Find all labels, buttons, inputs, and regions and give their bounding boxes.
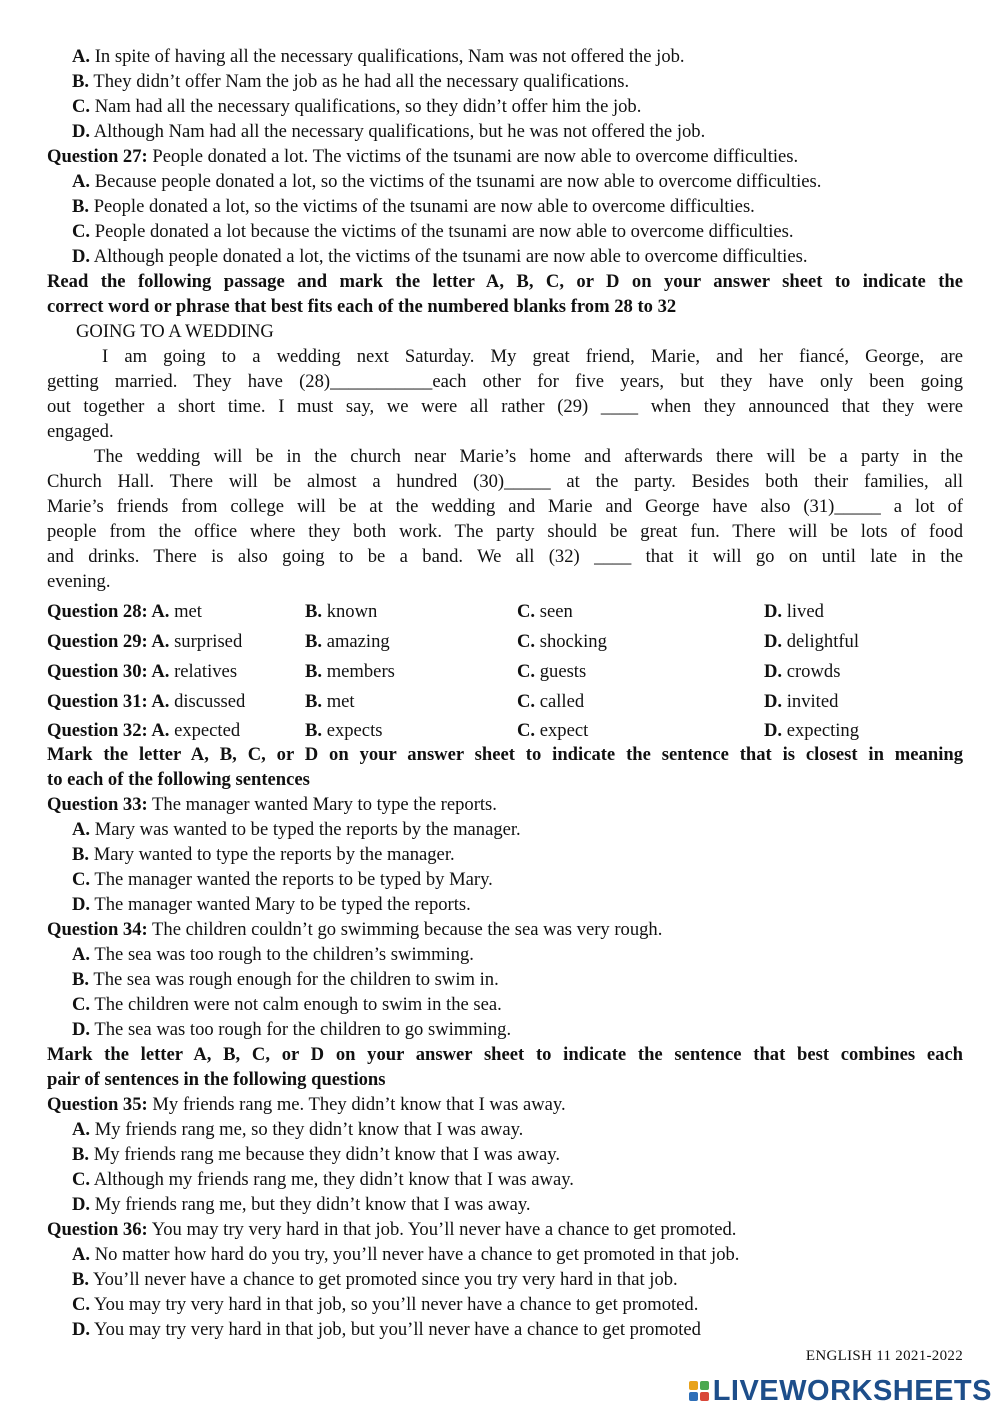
answer-grid bbox=[47, 597, 963, 742]
instruction-closest-meaning: Mark the letter A, B, C, or D on your answer sheet to indicate the sentence that is closest in meaning to each of the following sentences bbox=[47, 744, 963, 790]
q33-option-a[interactable]: A. Mary was wanted to be typed the reports by the manager. bbox=[72, 819, 521, 840]
q30-option-d[interactable]: D. crowds bbox=[764, 661, 841, 682]
logo-square-4 bbox=[700, 1392, 709, 1401]
q26-option-a[interactable]: A. In spite of having all the necessary qualifications, Nam was not offered the job. bbox=[72, 46, 685, 67]
q32-option-c[interactable]: C. expect bbox=[517, 720, 589, 741]
q34-option-b[interactable]: B. The sea was rough enough for the children to swim in. bbox=[72, 969, 499, 990]
liveworksheets-logo[interactable] bbox=[689, 1374, 992, 1408]
q31-option-b[interactable]: B. met bbox=[305, 691, 355, 712]
q27-option-a[interactable]: A. Because people donated a lot, so the victims of the tsunami are now able to overcome difficulties. bbox=[72, 171, 822, 192]
q26-options bbox=[47, 44, 963, 144]
page-footer: ENGLISH 11 2021-2022 bbox=[805, 1348, 963, 1364]
q28-option-c[interactable]: C. seen bbox=[517, 601, 573, 622]
q35-option-b[interactable]: B. My friends rang me because they didn’t know that I was away. bbox=[72, 1144, 560, 1165]
q33-option-c[interactable]: C. The manager wanted the reports to be typed by Mary. bbox=[72, 869, 493, 890]
q32-option-d[interactable]: D. expecting bbox=[764, 720, 860, 741]
passage-paragraph-2: The wedding will be in the church near Marie’s home and afterwards there will be a party in the Church Hall. There will be almost a hundred (30)_____ at the party. Besides both their families, all Marie’s friends from college will be at the wedding and Marie and George have also (31)_____ a lot of people from the office where they both work. The party should be great fun. There will be lots of food and drinks. There is also going to be a band. We all (32) ____ that it will go on until late in the evening. bbox=[47, 446, 963, 592]
q34-option-a[interactable]: A. The sea was too rough to the children’s swimming. bbox=[72, 944, 474, 965]
q31-option-d[interactable]: D. invited bbox=[764, 691, 839, 712]
passage-title: GOING TO A WEDDING bbox=[76, 321, 274, 342]
q26-option-d[interactable]: D. Although Nam had all the necessary qualifications, but he was not offered the job. bbox=[72, 121, 706, 142]
q28-option-b[interactable]: B. known bbox=[305, 601, 378, 622]
q27-option-b[interactable]: B. People donated a lot, so the victims of the tsunami are now able to overcome difficulties. bbox=[72, 196, 755, 217]
question-34: Question 34: The children couldn’t go swimming because the sea was very rough. bbox=[47, 919, 663, 940]
q36-option-d[interactable]: D. You may try very hard in that job, but you’ll never have a chance to get promoted bbox=[72, 1319, 701, 1340]
q32-option-a[interactable]: Question 32: A. expected bbox=[47, 720, 241, 741]
q35-option-c[interactable]: C. Although my friends rang me, they didn’t know that I was away. bbox=[72, 1169, 574, 1190]
q31-option-a[interactable]: Question 31: A. discussed bbox=[47, 691, 246, 712]
q35-option-d[interactable]: D. My friends rang me, but they didn’t know that I was away. bbox=[72, 1194, 531, 1215]
question-35: Question 35: My friends rang me. They didn’t know that I was away. bbox=[47, 1094, 566, 1115]
logo-text: LIVEWORKSHEETS bbox=[712, 1374, 992, 1407]
q32-option-b[interactable]: B. expects bbox=[305, 720, 383, 741]
q28-option-a[interactable]: Question 28: A. met bbox=[47, 601, 202, 622]
question-27: Question 27: People donated a lot. The victims of the tsunami are now able to overcome difficulties. bbox=[47, 146, 799, 167]
q29-option-b[interactable]: B. amazing bbox=[305, 631, 390, 652]
question-36: Question 36: You may try very hard in that job. You’ll never have a chance to get promoted. bbox=[47, 1219, 737, 1240]
passage-paragraph-1: I am going to a wedding next Saturday. My great friend, Marie, and her fiancé, George, are getting married. They have (28)___________each other for five years, but they have only been going out together a short time. I must say, we were all rather (29) ____ when they announced that they were engaged. bbox=[47, 346, 963, 442]
q30-option-c[interactable]: C. guests bbox=[517, 661, 587, 682]
instruction-reading: Read the following passage and mark the letter A, B, C, or D on your answer sheet to indicate the correct word or phrase that best fits each of the numbered blanks from 28 to 32 bbox=[47, 271, 963, 317]
q27-option-d[interactable]: D. Although people donated a lot, the victims of the tsunami are now able to overcome difficulties. bbox=[72, 246, 808, 267]
logo-square-1 bbox=[689, 1381, 698, 1390]
q29-option-a[interactable]: Question 29: A. surprised bbox=[47, 631, 243, 652]
q36-option-a[interactable]: A. No matter how hard do you try, you’ll never have a chance to get promoted in that job. bbox=[72, 1244, 740, 1265]
q34-option-c[interactable]: C. The children were not calm enough to swim in the sea. bbox=[72, 994, 502, 1015]
instruction-combine-sentences: Mark the letter A, B, C, or D on your answer sheet to indicate the sentence that best combines each pair of sentences in the following questions bbox=[47, 1044, 963, 1090]
q29-option-c[interactable]: C. shocking bbox=[517, 631, 607, 652]
question-33: Question 33: The manager wanted Mary to type the reports. bbox=[47, 794, 497, 815]
q36-option-c[interactable]: C. You may try very hard in that job, so you’ll never have a chance to get promoted. bbox=[72, 1294, 699, 1315]
worksheet-page bbox=[47, 44, 963, 1342]
logo-mark-icon bbox=[689, 1381, 709, 1401]
q36-option-b[interactable]: B. You’ll never have a chance to get promoted since you try very hard in that job. bbox=[72, 1269, 678, 1290]
q30-option-b[interactable]: B. members bbox=[305, 661, 395, 682]
logo-square-2 bbox=[700, 1381, 709, 1390]
logo-square-3 bbox=[689, 1392, 698, 1401]
q29-option-d[interactable]: D. delightful bbox=[764, 631, 860, 652]
q26-option-c[interactable]: C. Nam had all the necessary qualifications, so they didn’t offer him the job. bbox=[72, 96, 642, 117]
q30-option-a[interactable]: Question 30: A. relatives bbox=[47, 661, 238, 682]
q31-option-c[interactable]: C. called bbox=[517, 691, 585, 712]
q35-option-a[interactable]: A. My friends rang me, so they didn’t know that I was away. bbox=[72, 1119, 524, 1140]
q33-option-b[interactable]: B. Mary wanted to type the reports by the manager. bbox=[72, 844, 455, 865]
q28-option-d[interactable]: D. lived bbox=[764, 601, 824, 622]
q33-option-d[interactable]: D. The manager wanted Mary to be typed the reports. bbox=[72, 894, 471, 915]
q34-option-d[interactable]: D. The sea was too rough for the children to go swimming. bbox=[72, 1019, 512, 1040]
q27-option-c[interactable]: C. People donated a lot because the victims of the tsunami are now able to overcome difficulties. bbox=[72, 221, 794, 242]
q26-option-b[interactable]: B. They didn’t offer Nam the job as he had all the necessary qualifications. bbox=[72, 71, 630, 92]
